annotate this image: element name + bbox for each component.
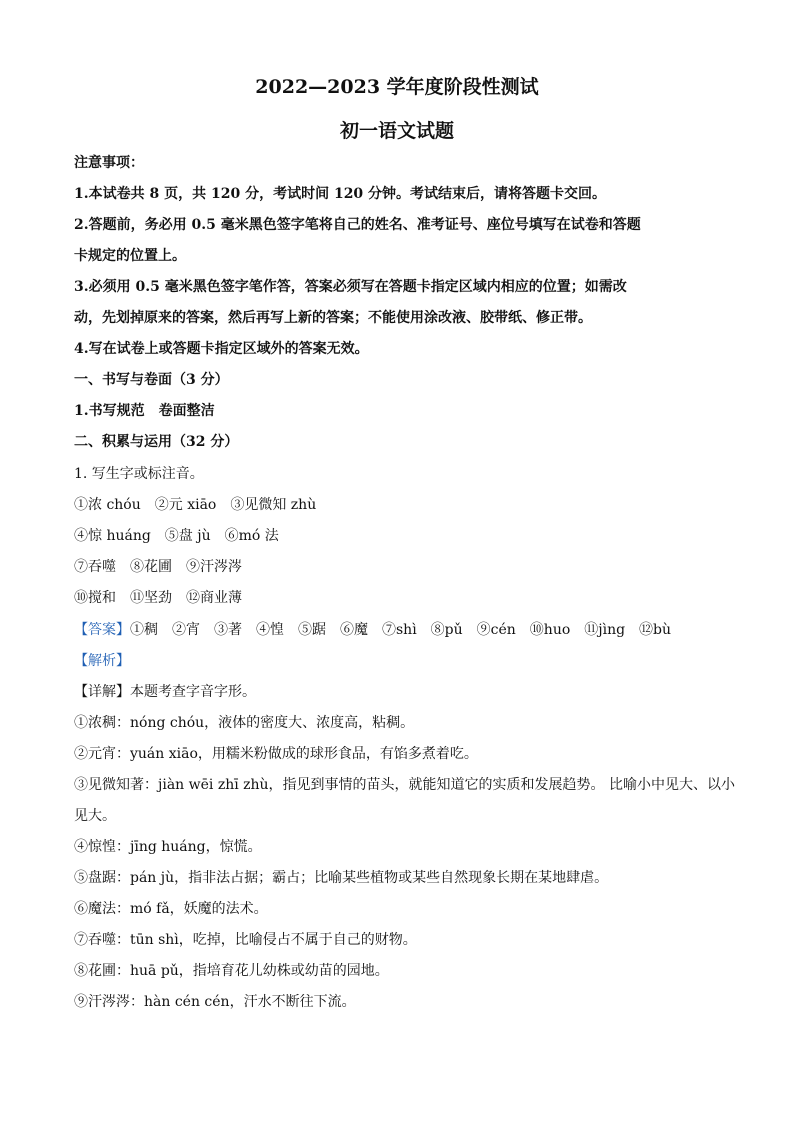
analysis-label: 【解析】 (74, 653, 130, 669)
question-1-row-2: ④惊 huáng ⑤盘 jù ⑥mó 法 (74, 528, 279, 544)
notice-item-4: 4.写在试卷上或答题卡指定区域外的答案无效。 (74, 341, 369, 357)
detail-item-1: ①浓稠：nóng chóu，液体的密度大、浓度高，粘稠。 (74, 715, 415, 731)
notice-item-1: 1.本试卷共 8 页，共 120 分，考试时间 120 分钟。考试结束后，请将答题卡交回。 (74, 186, 607, 202)
notice-item-3-cont: 动，先划掉原来的答案，然后再写上新的答案；不能使用涂改液、胶带纸、修正带。 (74, 310, 592, 326)
question-1-row-4: ⑩搅和 ⑪坚劲 ⑫商业薄 (74, 590, 242, 606)
detail-item-2: ②元宵：yuán xiāo，用糯米粉做成的球形食品，有馅多煮着吃。 (74, 746, 478, 762)
detail-item-7: ⑦吞噬：tūn shì，吃掉，比喻侵占不属于自己的财物。 (74, 932, 417, 948)
question-1-row-3: ⑦吞噬 ⑧花圃 ⑨汗涔涔 (74, 559, 242, 575)
detail-item-4: ④惊惶：jīng huáng，惊慌。 (74, 839, 262, 855)
detail-intro: 【详解】本题考查字音字形。 (74, 684, 256, 700)
section-heading-1: 一、书写与卷面（3 分） (74, 372, 229, 388)
detail-item-9: ⑨汗涔涔：hàn cén cén，汗水不断往下流。 (74, 994, 356, 1010)
detail-item-5: ⑤盘踞：pán jù，指非法占据；霸占；比喻某些植物或某些自然现象长期在某地肆虐。 (74, 870, 609, 886)
answer-label: 【答案】 (74, 622, 130, 638)
section-heading-2: 二、积累与运用（32 分） (74, 434, 239, 450)
exam-subtitle: 初一语文试题 (339, 120, 454, 142)
answer-line (74, 619, 671, 639)
section-1-item: 1.书写规范 卷面整洁 (74, 403, 215, 419)
notice-item-3: 3.必须用 0.5 毫米黑色签字笔作答，答案必须写在答题卡指定区域内相应的位置；如需改 (74, 279, 627, 295)
detail-item-8: ⑧花圃：huā pǔ，指培育花儿幼株或幼苗的园地。 (74, 963, 389, 979)
notice-heading: 注意事项： (74, 155, 144, 171)
question-1-stem: 1. 写生字或标注音。 (74, 466, 204, 482)
notice-item-2-cont: 卡规定的位置上。 (74, 248, 186, 264)
notice-item-2: 2.答题前，务必用 0.5 毫米黑色签字笔将自己的姓名、准考证号、座位号填写在试卷和答题 (74, 217, 641, 233)
detail-item-6: ⑥魔法：mó fǎ，妖魔的法术。 (74, 901, 268, 917)
answer-text: ①稠 ②宵 ③著 ④惶 ⑤踞 ⑥魔 ⑦shì ⑧pǔ ⑨cén ⑩huo ⑪jìng ⑫bù (130, 622, 672, 638)
detail-item-3: ③见微知著：jiàn wēi zhī zhù，指见到事情的苗头，就能知道它的实质和发展趋势。 比喻小中见大、以小 (74, 777, 736, 793)
exam-title: 2022—2023 学年度阶段性测试 (255, 76, 539, 98)
detail-item-3-cont: 见大。 (74, 808, 116, 824)
question-1-row-1: ①浓 chóu ②元 xiāo ③见微知 zhù (74, 497, 317, 513)
